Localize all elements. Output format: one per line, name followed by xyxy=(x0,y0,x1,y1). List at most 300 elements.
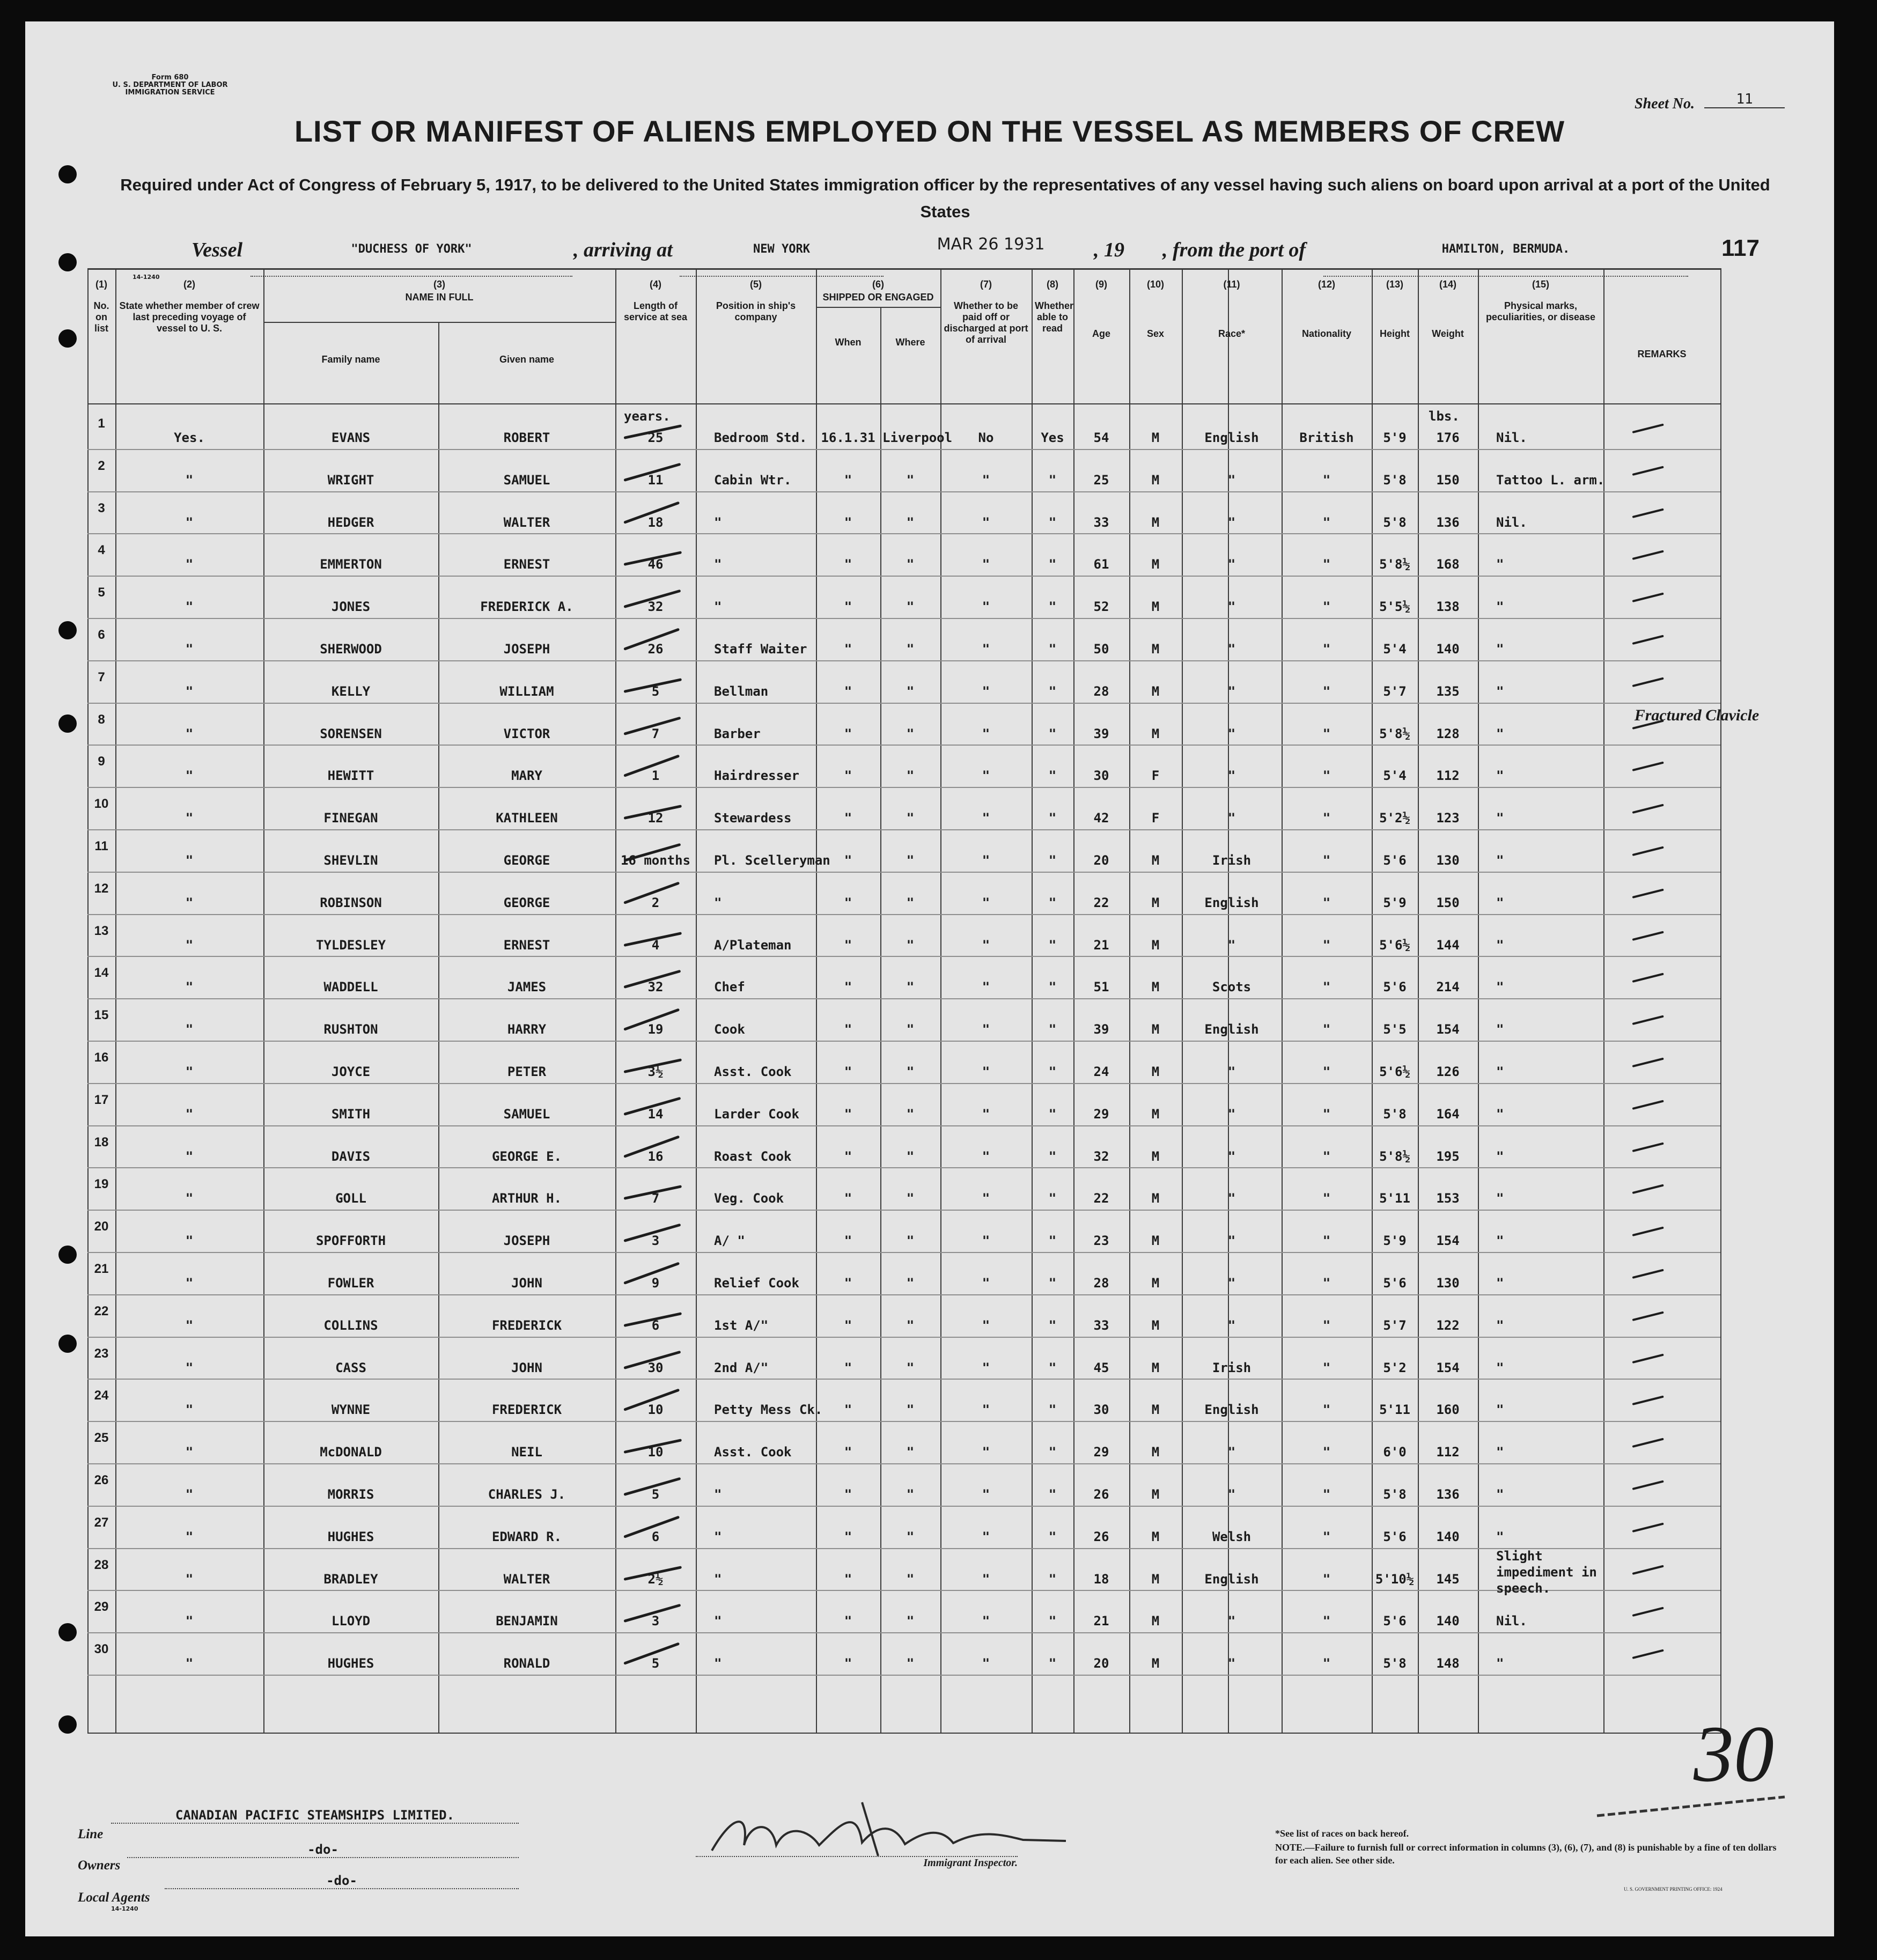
cell-weight: 130 xyxy=(1436,853,1460,868)
sheet-number-label: Sheet No. xyxy=(1635,95,1695,112)
cell-no: 2 xyxy=(98,459,105,473)
cell-race: " xyxy=(1227,1613,1236,1629)
cell-given: SAMUEL xyxy=(503,1107,550,1122)
check-mark xyxy=(1632,931,1664,941)
cell-voyage: " xyxy=(185,557,194,572)
cell-sex: M xyxy=(1151,1233,1160,1248)
cell-when: " xyxy=(844,895,852,910)
cell-given: WALTER xyxy=(503,515,550,530)
cell-position: Bedroom Std. xyxy=(714,430,807,445)
column-header-name: NAME IN FULL xyxy=(405,292,474,303)
table-row xyxy=(87,745,1720,787)
cell-paid: " xyxy=(982,1445,990,1460)
from-port-label: , from the port of xyxy=(1162,239,1306,261)
cell-age: 29 xyxy=(1093,1445,1109,1460)
cell-voyage: " xyxy=(185,1233,194,1248)
cell-nat: " xyxy=(1322,473,1331,488)
cell-when: " xyxy=(844,1402,852,1417)
cell-where: " xyxy=(906,938,915,953)
cell-age: 51 xyxy=(1093,979,1109,994)
cell-given: PETER xyxy=(507,1064,547,1079)
cell-position: " xyxy=(714,1613,722,1629)
cell-when: " xyxy=(844,1107,852,1122)
cell-height: 5'4 xyxy=(1383,642,1407,657)
cell-read: " xyxy=(1048,979,1057,994)
cell-no: 16 xyxy=(94,1050,109,1065)
cell-paid: " xyxy=(982,810,990,826)
cell-no: 30 xyxy=(94,1642,109,1656)
cell-nat: " xyxy=(1322,979,1331,994)
cell-weight: 154 xyxy=(1436,1360,1460,1375)
cell-service: 16 months xyxy=(620,853,691,868)
cell-position: Asst. Cook xyxy=(714,1445,792,1460)
table-row xyxy=(87,998,1720,1041)
vessel-name: "DUCHESS OF YORK" xyxy=(251,242,572,277)
table-row xyxy=(87,618,1720,660)
column-header-where: Where xyxy=(895,337,925,348)
cell-height: 6'0 xyxy=(1383,1445,1407,1460)
cell-paid: " xyxy=(982,1022,990,1037)
cell-family: WRIGHT xyxy=(327,473,374,488)
cell-when: " xyxy=(844,1233,852,1248)
cell-no: 17 xyxy=(94,1093,109,1107)
cell-given: JOHN xyxy=(511,1276,542,1291)
cell-where: " xyxy=(906,557,915,572)
cell-marks: " xyxy=(1496,1064,1504,1079)
cell-race: " xyxy=(1227,1487,1236,1502)
cell-weight: 150 xyxy=(1436,473,1460,488)
cell-voyage: " xyxy=(185,1402,194,1417)
column-header-c15: Physical marks, peculiarities, or disease xyxy=(1485,300,1596,322)
column-header-c14: Weight xyxy=(1432,328,1464,339)
cell-voyage: " xyxy=(185,1191,194,1206)
column-header-c10: Sex xyxy=(1146,328,1165,339)
cell-age: 29 xyxy=(1093,1107,1109,1122)
cell-no: 6 xyxy=(98,628,105,642)
cell-service: 10 xyxy=(647,1402,664,1417)
cell-no: 3 xyxy=(98,501,105,515)
cell-read: " xyxy=(1048,1529,1057,1544)
check-mark xyxy=(1632,1100,1664,1110)
cell-weight: 136 xyxy=(1436,515,1460,530)
arrival-port: NEW YORK xyxy=(680,242,884,277)
cell-no: 11 xyxy=(94,839,108,853)
cell-family: TYLDESLEY xyxy=(315,938,386,953)
cell-paid: " xyxy=(982,1529,990,1544)
cell-family: CASS xyxy=(335,1360,366,1375)
cell-position: 1st A/" xyxy=(714,1318,769,1333)
cell-given: JOSEPH xyxy=(503,642,550,657)
cell-weight: 123 xyxy=(1436,810,1460,826)
cell-voyage: " xyxy=(185,1487,194,1502)
cell-no: 22 xyxy=(94,1304,109,1318)
cell-where: " xyxy=(906,1613,915,1629)
cell-family: FINEGAN xyxy=(323,810,378,826)
cell-no: 9 xyxy=(98,754,105,769)
cell-read: " xyxy=(1048,1022,1057,1037)
cell-position: " xyxy=(714,1487,722,1502)
cell-height: 5'9 xyxy=(1383,430,1407,445)
cell-family: EMMERTON xyxy=(320,557,382,572)
cell-no: 14 xyxy=(94,966,109,980)
cell-height: 5'8 xyxy=(1383,1656,1407,1671)
table-bottom-rule xyxy=(87,1733,1720,1734)
cell-race: " xyxy=(1227,557,1236,572)
column-header-c2: State whether member of crew last preceding voyage of vessel to U. S. xyxy=(119,300,260,334)
cell-weight: 148 xyxy=(1436,1656,1460,1671)
cell-age: 20 xyxy=(1093,853,1109,868)
cell-service: 10 xyxy=(647,1445,664,1460)
cell-nat: " xyxy=(1322,1613,1331,1629)
cell-service: 19 xyxy=(647,1022,664,1037)
cell-paid: " xyxy=(982,979,990,994)
cell-family: MORRIS xyxy=(327,1487,374,1502)
cell-age: 54 xyxy=(1093,430,1109,445)
cell-voyage: " xyxy=(185,1318,194,1333)
sheet-number: 11 xyxy=(1704,91,1785,108)
cell-marks: " xyxy=(1496,938,1504,953)
cell-voyage: " xyxy=(185,1276,194,1291)
cell-age: 26 xyxy=(1093,1487,1109,1502)
cell-remarks: Fractured Clavicle xyxy=(1634,706,1760,724)
table-row xyxy=(87,533,1720,576)
cell-race: English xyxy=(1204,1572,1259,1587)
cell-age: 50 xyxy=(1093,642,1109,657)
check-mark xyxy=(1632,466,1664,476)
cell-family: FOWLER xyxy=(327,1276,374,1291)
cell-marks: " xyxy=(1496,979,1504,994)
cell-marks: " xyxy=(1496,1149,1504,1164)
cell-voyage: " xyxy=(185,1656,194,1671)
cell-weight: 145 xyxy=(1436,1572,1460,1587)
cell-where: Liverpool xyxy=(882,430,953,445)
cell-marks: " xyxy=(1496,1445,1504,1460)
table-row xyxy=(87,576,1720,618)
cell-where: " xyxy=(906,473,915,488)
vessel-label: Vessel xyxy=(192,239,242,261)
punch-hole xyxy=(58,253,77,271)
cell-given: RONALD xyxy=(503,1656,550,1671)
column-number: (2) xyxy=(183,279,195,290)
cell-family: ROBINSON xyxy=(320,895,382,910)
cell-paid: " xyxy=(982,768,990,783)
cell-height: 5'6 xyxy=(1383,1529,1407,1544)
cell-read: " xyxy=(1048,642,1057,657)
cell-nat: " xyxy=(1322,1064,1331,1079)
cell-where: " xyxy=(906,1233,915,1248)
cell-service: 3½ xyxy=(647,1064,664,1079)
cell-marks: " xyxy=(1496,599,1504,614)
cell-sex: M xyxy=(1151,979,1160,994)
cell-nat: " xyxy=(1322,1149,1331,1164)
cell-no: 8 xyxy=(98,712,105,727)
cell-where: " xyxy=(906,1487,915,1502)
form-code: 14-1240 xyxy=(133,274,160,281)
cell-weight: 138 xyxy=(1436,599,1460,614)
column-header-c5: Position in ship's company xyxy=(716,300,796,322)
cell-height: 5'8½ xyxy=(1379,726,1410,741)
cell-given: FREDERICK xyxy=(491,1318,562,1333)
cell-service: 12 xyxy=(647,810,664,826)
cell-no: 12 xyxy=(94,881,109,896)
cell-weight: 130 xyxy=(1436,1276,1460,1291)
cell-height: 5'8 xyxy=(1383,1107,1407,1122)
cell-position: Bellman xyxy=(714,684,769,699)
check-mark xyxy=(1632,1565,1664,1575)
cell-where: " xyxy=(906,1149,915,1164)
cell-paid: " xyxy=(982,726,990,741)
check-mark xyxy=(1632,550,1664,560)
cell-age: 33 xyxy=(1093,515,1109,530)
cell-where: " xyxy=(906,1191,915,1206)
cell-read: " xyxy=(1048,1402,1057,1417)
cell-nat: " xyxy=(1322,1107,1331,1122)
punch-hole xyxy=(58,714,77,733)
cell-service: 30 xyxy=(647,1360,664,1375)
column-number: (12) xyxy=(1317,279,1335,290)
cell-marks: " xyxy=(1496,557,1504,572)
cell-weight: 140 xyxy=(1436,642,1460,657)
cell-family: JONES xyxy=(331,599,371,614)
cell-weight: 136 xyxy=(1436,1487,1460,1502)
cell-service: 3 xyxy=(651,1233,660,1248)
cell-no: 21 xyxy=(94,1262,109,1276)
manifest-sheet xyxy=(25,21,1834,1936)
check-mark xyxy=(1632,973,1664,983)
cell-age: 30 xyxy=(1093,1402,1109,1417)
table-row xyxy=(87,660,1720,703)
cell-read: " xyxy=(1048,1656,1057,1671)
cell-height: 5'4 xyxy=(1383,768,1407,783)
column-number: (14) xyxy=(1439,279,1456,290)
cell-when: " xyxy=(844,726,852,741)
cell-voyage: " xyxy=(185,1360,194,1375)
cell-where: " xyxy=(906,1022,915,1037)
cell-marks: " xyxy=(1496,726,1504,741)
cell-paid: " xyxy=(982,1656,990,1671)
cell-where: " xyxy=(906,1529,915,1544)
cell-when: " xyxy=(844,1529,852,1544)
cell-voyage: " xyxy=(185,938,194,953)
cell-position: Relief Cook xyxy=(714,1276,799,1291)
cell-voyage: " xyxy=(185,684,194,699)
cell-position: 2nd A/" xyxy=(714,1360,769,1375)
cell-weight: 135 xyxy=(1436,684,1460,699)
cell-where: " xyxy=(906,684,915,699)
cell-given: JOHN xyxy=(511,1360,542,1375)
cell-marks: " xyxy=(1496,1529,1504,1544)
table-row xyxy=(87,829,1720,872)
cell-race: " xyxy=(1227,599,1236,614)
cell-family: JOYCE xyxy=(331,1064,371,1079)
table-row xyxy=(87,703,1760,745)
cell-weight: 112 xyxy=(1436,1445,1460,1460)
column-number: (7) xyxy=(980,279,992,290)
cell-voyage: " xyxy=(185,853,194,868)
cell-weight: 176 xyxy=(1436,430,1460,445)
column-header-remarks: REMARKS xyxy=(1637,349,1687,359)
cell-age: 21 xyxy=(1093,1613,1109,1629)
cell-where: " xyxy=(906,599,915,614)
cell-sex: M xyxy=(1151,1022,1160,1037)
cell-voyage: " xyxy=(185,895,194,910)
cell-when: " xyxy=(844,1276,852,1291)
cell-when: " xyxy=(844,1572,852,1587)
cell-age: 39 xyxy=(1093,1022,1109,1037)
cell-voyage: " xyxy=(185,599,194,614)
cell-paid: " xyxy=(982,1064,990,1079)
table-row xyxy=(87,1463,1720,1506)
cell-sex: M xyxy=(1151,1360,1160,1375)
cell-race: " xyxy=(1227,1107,1236,1122)
cell-nat: " xyxy=(1322,557,1331,572)
cell-voyage: " xyxy=(185,1445,194,1460)
cell-sex: M xyxy=(1151,430,1160,445)
cell-service: 18 xyxy=(647,515,664,530)
cell-race: " xyxy=(1227,1064,1236,1079)
cell-given: NEIL xyxy=(511,1445,542,1460)
cell-voyage: " xyxy=(185,1613,194,1629)
cell-read: " xyxy=(1048,557,1057,572)
cell-marks: " xyxy=(1496,1107,1504,1122)
table-row xyxy=(87,787,1720,829)
cell-age: 20 xyxy=(1093,1656,1109,1671)
cell-age: 52 xyxy=(1093,599,1109,614)
cell-nat: " xyxy=(1322,726,1331,741)
cell-paid: " xyxy=(982,684,990,699)
cell-nat: British xyxy=(1299,430,1354,445)
cell-marks: " xyxy=(1496,1318,1504,1333)
cell-marks: " xyxy=(1496,1656,1504,1671)
weight-unit: lbs. xyxy=(1429,409,1460,424)
cell-family: SHEVLIN xyxy=(323,853,378,868)
cell-where: " xyxy=(906,979,915,994)
cell-where: " xyxy=(906,1402,915,1417)
cell-voyage: " xyxy=(185,1572,194,1587)
cell-voyage: " xyxy=(185,768,194,783)
cell-position: Petty Mess Ck. xyxy=(714,1402,823,1417)
column-number: (13) xyxy=(1386,279,1403,290)
cell-sex: F xyxy=(1151,810,1160,826)
service-unit: years. xyxy=(624,409,671,424)
cell-read: " xyxy=(1048,1360,1057,1375)
agents-code: 14-1240 xyxy=(111,1905,138,1912)
cell-race: " xyxy=(1227,726,1236,741)
cell-service: 3 xyxy=(651,1613,660,1629)
table-row xyxy=(87,1083,1720,1125)
cell-family: WYNNE xyxy=(331,1402,371,1417)
cell-family: GOLL xyxy=(335,1191,366,1206)
cell-when: " xyxy=(844,1487,852,1502)
cell-height: 5'6 xyxy=(1383,853,1407,868)
cell-no: 10 xyxy=(94,797,109,811)
cell-when: " xyxy=(844,853,852,868)
cell-given: JAMES xyxy=(507,979,547,994)
cell-when: " xyxy=(844,1613,852,1629)
cell-read: " xyxy=(1048,1613,1057,1629)
cell-age: 21 xyxy=(1093,938,1109,953)
form-service: IMMIGRATION SERVICE xyxy=(125,89,215,97)
cell-voyage: " xyxy=(185,515,194,530)
column-number: (1) xyxy=(95,279,107,290)
arriving-label: , arriving at xyxy=(573,239,673,261)
cell-sex: M xyxy=(1151,1318,1160,1333)
cell-height: 5'5½ xyxy=(1379,599,1410,614)
check-mark xyxy=(1632,1607,1664,1617)
punch-hole xyxy=(58,1246,77,1264)
cell-marks: " xyxy=(1496,642,1504,657)
cell-paid: " xyxy=(982,557,990,572)
cell-read: " xyxy=(1048,768,1057,783)
column-header-c9: Age xyxy=(1092,328,1110,339)
header-rule xyxy=(263,322,615,323)
cell-service: 4 xyxy=(651,938,660,953)
cell-marks: Tattoo L. arm. xyxy=(1496,473,1605,488)
cell-position: " xyxy=(714,599,722,614)
cell-position: Pl. Scelleryman xyxy=(714,853,830,868)
cell-when: " xyxy=(844,684,852,699)
table-top-rule xyxy=(87,268,1720,270)
column-header-c4: Length of service at sea xyxy=(623,300,688,322)
cell-read: " xyxy=(1048,1233,1057,1248)
cell-family: SMITH xyxy=(331,1107,371,1122)
cell-given: ERNEST xyxy=(503,557,550,572)
cell-age: 25 xyxy=(1093,473,1109,488)
cell-nat: " xyxy=(1322,642,1331,657)
cell-marks: " xyxy=(1496,895,1504,910)
agents-value: -do- xyxy=(165,1873,519,1889)
cell-read: " xyxy=(1048,938,1057,953)
cell-race: " xyxy=(1227,642,1236,657)
owners-value: -do- xyxy=(127,1842,519,1858)
cell-sex: M xyxy=(1151,1613,1160,1629)
cell-paid: " xyxy=(982,1318,990,1333)
cell-age: 33 xyxy=(1093,1318,1109,1333)
punch-hole xyxy=(58,329,77,348)
table-row xyxy=(87,407,1720,449)
cell-service: 6 xyxy=(651,1529,660,1544)
cell-sex: M xyxy=(1151,1064,1160,1079)
check-mark xyxy=(1632,1143,1664,1152)
cell-paid: No xyxy=(978,430,994,445)
cell-read: " xyxy=(1048,810,1057,826)
line-label: Line xyxy=(78,1827,104,1841)
cell-read: " xyxy=(1048,1572,1057,1587)
cell-when: " xyxy=(844,768,852,783)
cell-service: 32 xyxy=(647,979,664,994)
cell-paid: " xyxy=(982,853,990,868)
table-row xyxy=(87,956,1720,998)
cell-age: 39 xyxy=(1093,726,1109,741)
cell-marks: " xyxy=(1496,1233,1504,1248)
cell-nat: " xyxy=(1322,1402,1331,1417)
year-label: , 19 xyxy=(1094,239,1124,261)
cell-where: " xyxy=(906,642,915,657)
check-mark xyxy=(1632,1184,1664,1194)
cell-where: " xyxy=(906,1572,915,1587)
cell-paid: " xyxy=(982,1276,990,1291)
cell-height: 5'6½ xyxy=(1379,1064,1410,1079)
cell-no: 1 xyxy=(98,416,105,431)
cell-given: JOSEPH xyxy=(503,1233,550,1248)
column-number: (6) xyxy=(872,279,884,290)
cell-race: " xyxy=(1227,1656,1236,1671)
cell-when: " xyxy=(844,938,852,953)
cell-service: 5 xyxy=(651,1656,660,1671)
cell-given: ERNEST xyxy=(503,938,550,953)
column-header-c8: Whether able to read xyxy=(1035,300,1073,334)
cell-nat: " xyxy=(1322,1572,1331,1587)
